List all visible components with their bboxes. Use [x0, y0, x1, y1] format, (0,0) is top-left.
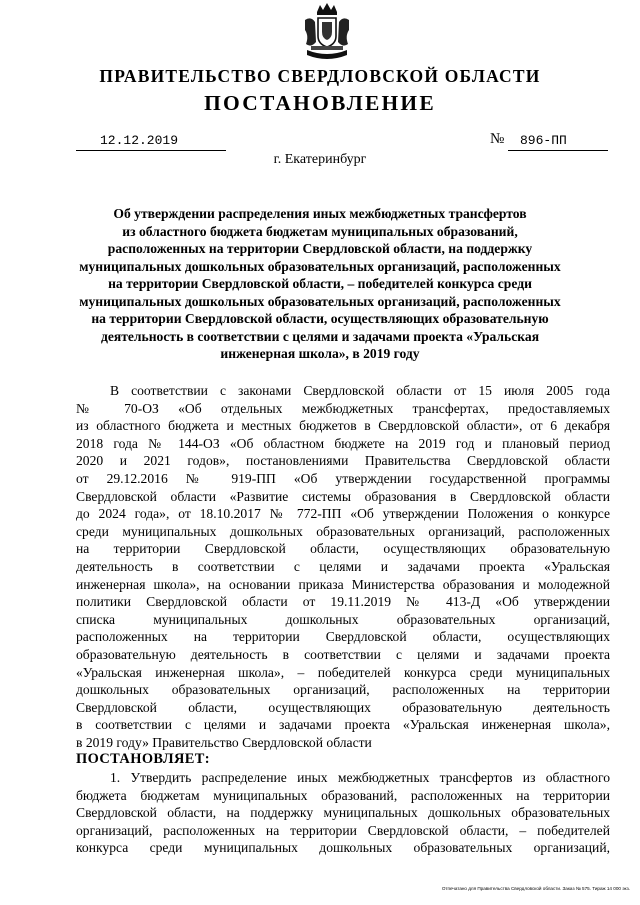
coat-of-arms-icon [301, 2, 353, 64]
body-line: из областного бюджета и местных бюджетов в Свердловской области», от 6 декабря [76, 418, 610, 434]
item-line: Свердловской области, на поддержку муниципальных дошкольных образовательных [76, 805, 610, 821]
body-line: в соответствии с целями и задачами проекта «Уральская инженерная школа», [76, 717, 610, 733]
body-line: В соответствии с законами Свердловской области от 15 июля 2005 года [110, 383, 610, 398]
heading-line: из областного бюджета бюджетам муниципальных образований, [122, 223, 518, 239]
body-line: Свердловской области, осуществляющих образовательную деятельность [76, 699, 610, 715]
item-line: организаций, расположенных на территории Свердловской области, – победителей [76, 822, 610, 838]
body-line: «Уральская инженерная школа», – победителей конкурса среди муниципальных [76, 664, 610, 680]
body-line: деятельность в соответствии с целями и задачами проекта «Уральская [76, 558, 610, 574]
body-line: 2020 и 2021 годов», постановлениями Правительства Свердловской области [76, 453, 610, 469]
heading-line: на территории Свердловской области, – победителей конкурса среди [108, 276, 532, 291]
body-line: списка муниципальных дошкольных образовательных организаций, [76, 611, 610, 627]
city: г. Екатеринбург [273, 152, 367, 167]
body-line: политики Свердловской области от 19.11.2019 № 413-Д «Об утверждении [76, 594, 610, 610]
number-field [508, 133, 608, 151]
heading-line: инженерная школа», в 2019 году [220, 346, 420, 361]
body-line: среди муниципальных дошкольных образовательных организаций, расположенных [76, 523, 610, 539]
body-line: расположенных на территории Свердловской области, осуществляющих [76, 629, 610, 645]
body-line: на территории Свердловской области, осуществляющих образовательную [76, 541, 610, 557]
government-title: ПРАВИТЕЛЬСТВО СВЕРДЛОВСКОЙ ОБЛАСТИ [99, 66, 541, 86]
print-imprint: Отпечатано для Правительства Свердловской области. Заказ № 575. Тираж 14 000 экз. [441, 886, 630, 891]
document-date: 12.12.2019 [100, 133, 179, 148]
item-line: бюджета бюджетам муниципальных образований, расположенных на территории [76, 787, 610, 803]
heading-line: муниципальных дошкольных образовательных организаций, расположенных [79, 258, 561, 274]
item-line: конкурса среди муниципальных дошкольных образовательных организаций, [76, 840, 610, 856]
body-line: 2018 года № 144-ОЗ «Об областном бюджете на 2019 год и плановый период [76, 435, 610, 451]
heading-line: на территории Свердловской области, осуществляющих образовательную [91, 311, 549, 326]
body-line: № 70-ОЗ «Об отдельных межбюджетных трансфертах, предоставляемых [76, 400, 610, 416]
body-line: в 2019 году» Правительство Свердловской области [76, 734, 372, 750]
item-line: 1. Утвердить распределение иных межбюджетных трансфертов из областного [110, 770, 610, 786]
body-line: образовательную деятельность в соответствии с целями и задачами проекта [76, 646, 610, 662]
number-sign: № [490, 131, 505, 147]
body-line: инженерная школа», на основании приказа Министерства образования и молодежной [76, 576, 610, 592]
document-heading [70, 205, 570, 363]
document-type: ПОСТАНОВЛЕНИЕ [204, 91, 436, 115]
body-line: дошкольных образовательных организаций, расположенных на территории [76, 682, 610, 698]
date-field [76, 133, 226, 151]
body-line: от 29.12.2016 № 919-ПП «Об утверждении государственной программы [76, 470, 610, 486]
body-line: Свердловской области «Развитие системы образования в Свердловской области [76, 488, 610, 504]
heading-line: муниципальных дошкольных образовательных организаций, расположенных [79, 293, 561, 309]
heading-line: Об утверждении распределения иных межбюджетных трансфертов [113, 206, 527, 221]
resolves-heading: ПОСТАНОВЛЯЕТ: [76, 751, 210, 768]
heading-line: деятельность в соответствии с целями и задачами проекта «Уральская [100, 328, 540, 344]
body-line: до 2024 года», от 18.10.2017 № 772-ПП «Об утверждении Положения о конкурсе [76, 506, 610, 522]
body-text [76, 382, 610, 857]
document-number: 896-ПП [520, 133, 567, 148]
heading-line: расположенных на территории Свердловской области, на поддержку [107, 241, 533, 256]
